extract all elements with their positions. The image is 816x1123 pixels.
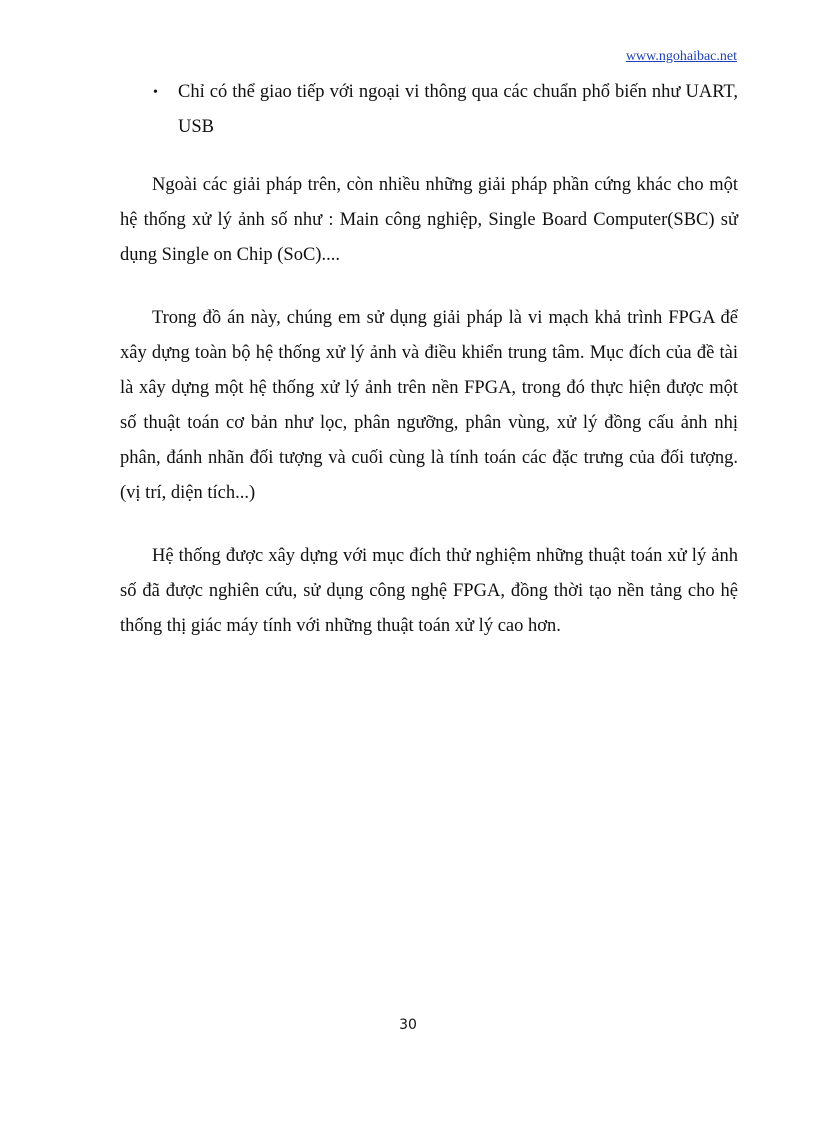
paragraph-system-purpose: Hệ thống được xây dựng với mục đích thử nghiệm những thuật toán xử lý ảnh số đã được nghiên cứu, sử dụng công nghệ FPGA, đồng thời tạo nền tảng cho hệ thống thị giác máy tính với những thuật toán xử lý cao hơn. <box>120 546 738 636</box>
bullet-text: Chỉ có thể giao tiếp với ngoại vi thông qua các chuẩn phổ biến như UART, USB <box>178 82 738 137</box>
page-number: 30 <box>399 1017 417 1033</box>
website-link[interactable]: www.ngohaibac.net <box>625 49 737 64</box>
page-content <box>120 75 738 644</box>
bullet-icon: • <box>153 85 158 100</box>
paragraph-project-goal: Trong đồ án này, chúng em sử dụng giải pháp là vi mạch khả trình FPGA để xây dựng toàn bộ hệ thống xử lý ảnh và điều khiển trung tâm. Mục đích của đề tài là xây dựng một hệ thống xử lý ảnh trên nền FPGA, trong đó thực hiện được một số thuật toán cơ bản như lọc, phân ngưỡng, phân vùng, xử lý đồng cấu ảnh nhị phân, đánh nhãn đối tượng và cuối cùng là tính toán các đặc trưng của đối tượng. (vị trí, diện tích...) <box>120 308 738 503</box>
paragraph-hardware-solutions: Ngoài các giải pháp trên, còn nhiều những giải pháp phần cứng khác cho một hệ thống xử lý ảnh số như : Main công nghiệp, Single Board Computer(SBC) sử dụng Single on Chip (SoC).... <box>120 175 738 265</box>
bullet-item <box>120 75 738 145</box>
